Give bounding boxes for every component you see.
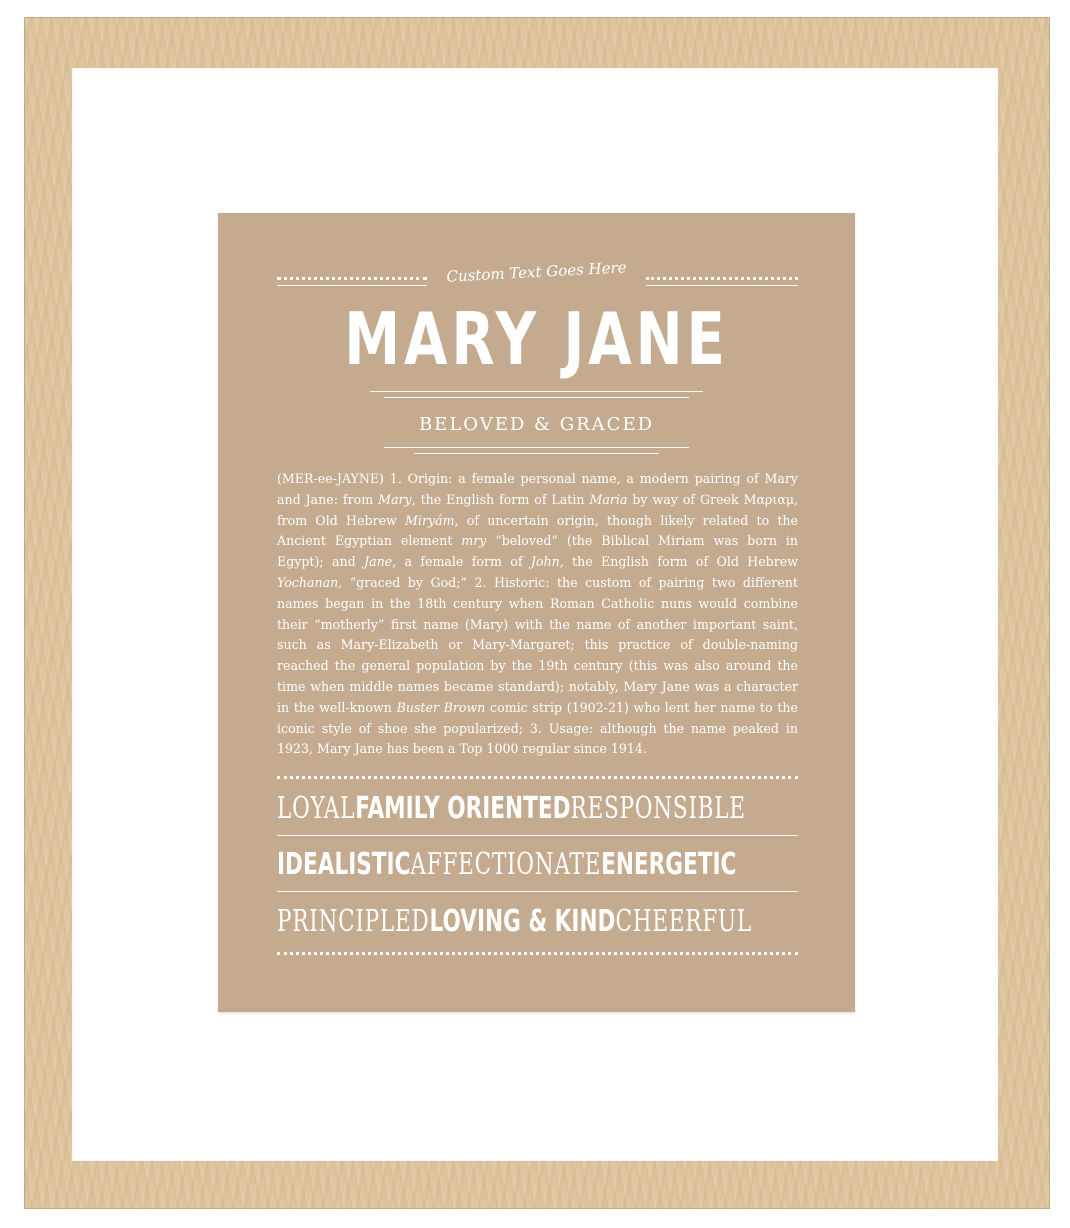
top-right-dotted-rule bbox=[646, 277, 798, 280]
trait-word: PRINCIPLED bbox=[277, 903, 430, 939]
trait-row-content bbox=[277, 904, 752, 939]
trait-word: LOYAL bbox=[277, 790, 356, 826]
name-title: MARY JANE bbox=[344, 297, 729, 381]
trait-row bbox=[277, 844, 798, 884]
definition-text: , the English form of Latin bbox=[411, 491, 590, 507]
definition-italic-term: Maria bbox=[589, 491, 628, 507]
trait-row bbox=[277, 901, 798, 941]
custom-text: Custom Text Goes Here bbox=[446, 258, 627, 286]
trait-divider bbox=[277, 891, 798, 892]
meaning-underline-1 bbox=[384, 447, 689, 448]
trait-word: AFFECTIONATE bbox=[410, 846, 602, 882]
traits-top-dotted-rule bbox=[277, 776, 798, 779]
definition-italic-term: Jane bbox=[364, 554, 393, 570]
name-print bbox=[218, 213, 855, 1012]
traits-bottom-dotted-rule bbox=[277, 952, 798, 955]
definition-text: , “graced by God;” 2. Historic: the custom of pairing two different names began in the 18th century when Roman Catholic nuns would combine their “motherly” first name (Mary) with the name of another important saint, such as Mary-Elizabeth or Mary-Margaret; this practice of double-naming reached the general population by the 19th century (this was also around the time when middle names became standard); notably, Mary Jane was a character in the well-known bbox=[277, 574, 798, 715]
definition-text: , the English form of Old Hebrew bbox=[559, 554, 798, 570]
name-meaning: BELOVED & GRACED bbox=[418, 414, 655, 435]
definition-italic-term: Yochanan bbox=[277, 574, 339, 590]
name-definition bbox=[277, 469, 798, 760]
definition-italic-term: Mary bbox=[378, 491, 412, 507]
trait-word: IDEALISTIC bbox=[277, 846, 411, 882]
definition-text: (MER-ee-JAYNE) 1. Origin: a female personal name, a modern pairing of Mary and Jane: from bbox=[277, 471, 798, 507]
meaning-underline-2 bbox=[414, 453, 659, 454]
trait-word: FAMILY ORIENTED bbox=[355, 790, 571, 826]
trait-row-content bbox=[277, 847, 736, 882]
name-underline-1 bbox=[370, 391, 703, 392]
name-underline-2 bbox=[384, 397, 689, 398]
top-right-solid-rule bbox=[646, 285, 798, 286]
trait-word: LOVING & KIND bbox=[429, 903, 616, 939]
definition-text: , a female form of bbox=[392, 554, 531, 570]
trait-word: CHEERFUL bbox=[615, 903, 752, 939]
trait-divider bbox=[277, 835, 798, 836]
definition-text: , of uncertain origin, though likely related to the Ancient Egyptian element bbox=[277, 512, 798, 549]
definition-italic-term: Miryám bbox=[405, 512, 455, 528]
trait-word: ENERGETIC bbox=[601, 846, 737, 882]
trait-word: RESPONSIBLE bbox=[570, 790, 746, 826]
definition-text: comic strip (1902-21) who lent her name to the iconic style of shoe she popularized; 3. Usage: although the name peaked in 1923, Mary Jane has been a Top 1000 regular since 1914. bbox=[277, 699, 798, 757]
definition-italic-term: Buster Brown bbox=[396, 699, 486, 715]
trait-row-content bbox=[277, 791, 746, 826]
definition-text: “beloved” (the Biblical Miriam was born in Egypt); and bbox=[277, 533, 799, 570]
definition-italic-term: John bbox=[530, 554, 560, 570]
definition-text: by way of Greek Μαριαμ, from Old Hebrew bbox=[277, 491, 799, 528]
definition-italic-term: mry bbox=[461, 533, 487, 549]
trait-row bbox=[277, 788, 798, 828]
